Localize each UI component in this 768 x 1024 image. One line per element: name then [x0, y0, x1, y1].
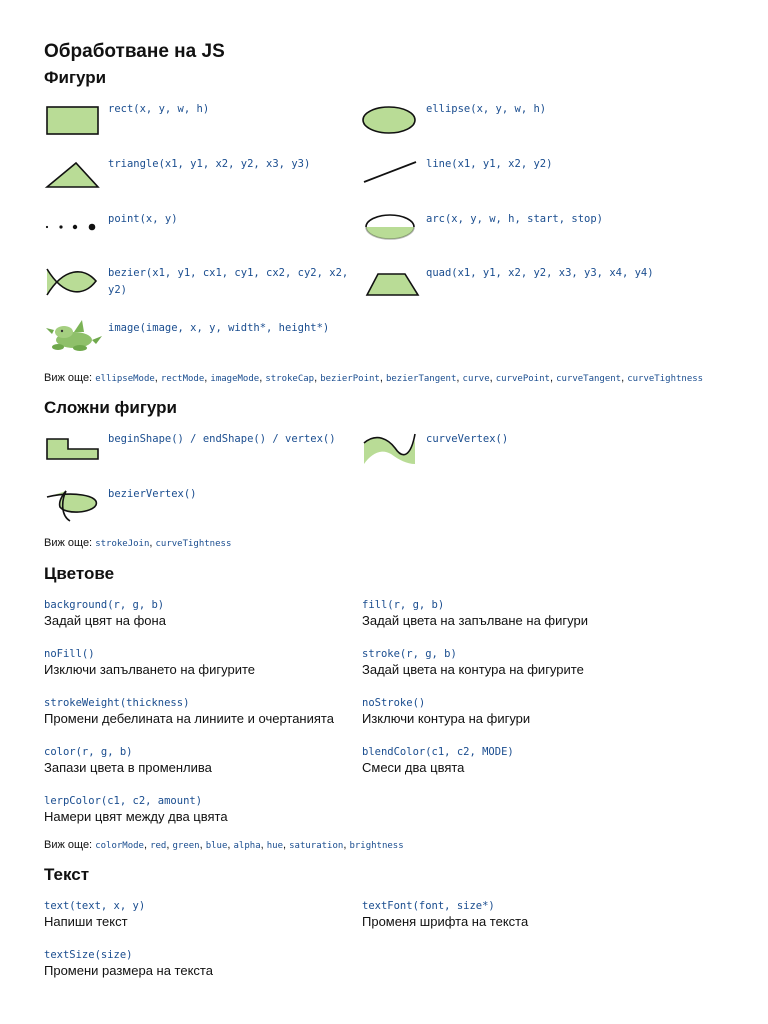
code-image: image(image, x, y, width*, height*) — [108, 322, 330, 334]
quad-icon — [361, 263, 421, 303]
code-text: text(text, x, y) — [44, 900, 146, 912]
see-also-link[interactable]: bezierTangent — [385, 374, 457, 384]
code-line: line(x1, y1, x2, y2) — [426, 158, 553, 170]
see-also-link[interactable]: curvePoint — [495, 374, 550, 384]
desc-color: Запази цвета в променлива — [44, 760, 212, 775]
see-also-link[interactable]: strokeJoin — [95, 539, 150, 549]
desc-lerpcolor: Намери цвят между два цвята — [44, 809, 228, 824]
bezier-vertex-icon — [44, 485, 104, 525]
point-icon — [44, 209, 104, 249]
see-also-link[interactable]: red — [150, 841, 167, 851]
page-title: Обработване на JS — [44, 41, 225, 62]
see-also-shapes: Виж още: ellipseMode, rectMode, imageMode, strokeCap, bezierPoint, bezierTangent, curve, curvePoint, curveTangent, curveTightness — [44, 372, 704, 384]
desc-nofill: Изключи запълването на фигурите — [44, 662, 255, 677]
code-beziervertex: bezierVertex() — [108, 488, 197, 500]
arc-icon — [361, 206, 421, 246]
curve-vertex-icon — [361, 430, 421, 470]
desc-blendcolor: Смеси два цвята — [362, 760, 465, 775]
code-textfont: textFont(font, size*) — [362, 900, 495, 912]
desc-nostroke: Изключи контура на фигури — [362, 711, 531, 726]
desc-fill: Задай цвета на запълване на фигури — [362, 613, 588, 628]
triangle-icon — [44, 154, 104, 194]
see-also-complex: Виж още: strokeJoin, curveTightness — [44, 537, 232, 549]
code-nostroke: noStroke() — [362, 697, 426, 709]
code-blendcolor: blendColor(c1, c2, MODE) — [362, 746, 514, 758]
section-heading-complex: Сложни фигури — [44, 398, 177, 417]
see-also-link[interactable]: curveTightness — [155, 539, 232, 549]
see-also-link[interactable]: hue — [266, 841, 283, 851]
see-also-link[interactable]: brightness — [349, 841, 404, 851]
desc-strokeweight: Промени дебелината на линиите и очертанията — [44, 711, 334, 726]
code-quad: quad(x1, y1, x2, y2, x3, y3, x4, y4) — [426, 267, 654, 279]
see-also-label: Виж още: — [44, 839, 93, 851]
code-background: background(r, g, b) — [44, 599, 165, 611]
desc-background: Задай цвят на фона — [44, 613, 166, 628]
code-curvevertex: curveVertex() — [426, 433, 509, 445]
code-beginshape: beginShape() / endShape() / vertex() — [108, 433, 336, 445]
ellipse-icon — [361, 100, 421, 140]
see-also-colors: Виж още: colorMode, red, green, blue, alpha, hue, saturation, brightness — [44, 839, 404, 851]
polygon-icon — [44, 430, 104, 470]
desc-textsize: Промени размера на текста — [44, 963, 213, 978]
see-also-link[interactable]: blue — [205, 841, 228, 851]
see-also-link[interactable]: green — [172, 841, 200, 851]
see-also-link[interactable]: bezierPoint — [320, 374, 380, 384]
see-also-link[interactable]: saturation — [289, 841, 344, 851]
see-also-label: Виж още: — [44, 537, 93, 549]
see-also-link[interactable]: curveTightness — [627, 374, 704, 384]
code-point: point(x, y) — [108, 213, 178, 225]
code-textsize: textSize(size) — [44, 949, 133, 961]
code-fill: fill(r, g, b) — [362, 599, 445, 611]
code-bezier: bezier(x1, y1, cx1, cy1, cx2, cy2, x2, y2) — [108, 267, 349, 296]
dragon-image-icon — [44, 318, 104, 358]
code-lerpcolor: lerpColor(c1, c2, amount) — [44, 795, 203, 807]
desc-textfont: Променя шрифта на текста — [362, 914, 529, 929]
code-nofill: noFill() — [44, 648, 95, 660]
rect-icon — [44, 100, 104, 140]
section-heading-text: Текст — [44, 865, 90, 884]
code-arc: arc(x, y, w, h, start, stop) — [426, 213, 604, 225]
desc-text: Напиши текст — [44, 914, 128, 929]
see-also-link[interactable]: curve — [462, 374, 490, 384]
see-also-link[interactable]: rectMode — [160, 374, 205, 384]
see-also-link[interactable]: colorMode — [95, 841, 144, 851]
see-also-link[interactable]: alpha — [233, 841, 261, 851]
code-rect: rect(x, y, w, h) — [108, 103, 210, 115]
line-icon — [361, 154, 421, 194]
code-triangle: triangle(x1, y1, x2, y2, x3, y3) — [108, 158, 311, 170]
bezier-icon — [44, 263, 104, 303]
see-also-link[interactable]: curveTangent — [556, 374, 622, 384]
see-also-link[interactable]: imageMode — [210, 374, 260, 384]
see-also-link[interactable]: strokeCap — [265, 374, 315, 384]
code-color: color(r, g, b) — [44, 746, 133, 758]
see-also-label: Виж още: — [44, 372, 93, 384]
desc-stroke: Задай цвета на контура на фигурите — [362, 662, 584, 677]
section-heading-colors: Цветове — [44, 564, 115, 583]
code-strokeweight: strokeWeight(thickness) — [44, 697, 190, 709]
code-ellipse: ellipse(x, y, w, h) — [426, 103, 547, 115]
code-stroke: stroke(r, g, b) — [362, 648, 457, 660]
section-heading-shapes: Фигури — [44, 68, 107, 87]
see-also-link[interactable]: ellipseMode — [95, 374, 155, 384]
